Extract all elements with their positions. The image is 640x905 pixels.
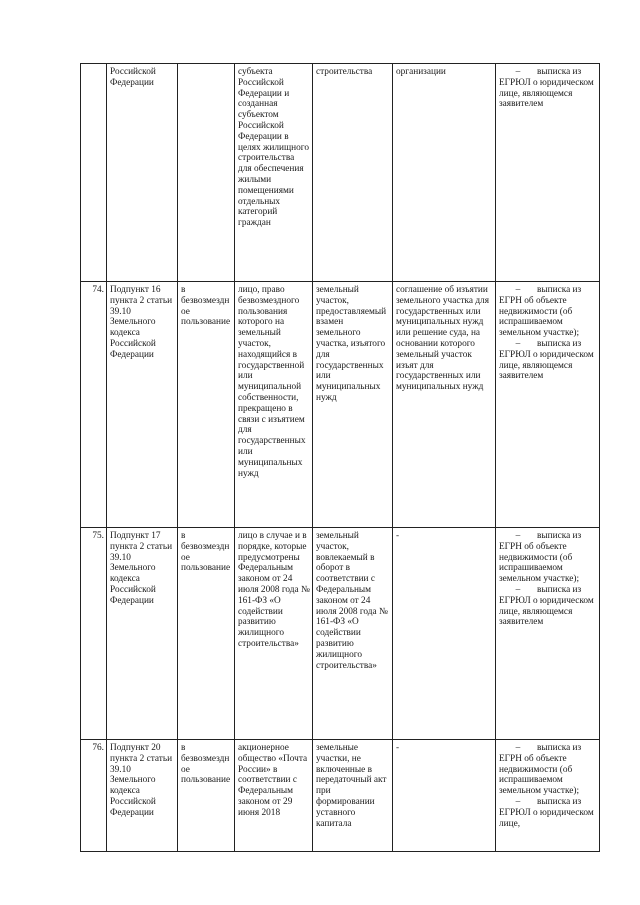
extracts-cell xyxy=(496,64,600,282)
right-type-cell: в безвозмездное пользование xyxy=(178,740,235,852)
row-number: 76. xyxy=(81,740,107,852)
extract-item: – выписка из ЕГРН об объекте недвижимости (об испрашиваемом земельном участке); xyxy=(499,531,582,585)
extracts-cell xyxy=(496,282,600,528)
extract-item: – выписка из ЕГРН об объекте недвижимости (об испрашиваемом земельном участке); xyxy=(499,743,582,797)
right-type-cell xyxy=(178,64,235,282)
extract-item: – выписка из ЕГРН об объекте недвижимости (об испрашиваемом земельном участке); xyxy=(499,285,582,339)
row-number xyxy=(81,64,107,282)
extract-item: – выписка из ЕГРЮЛ о юридическом лице, являющемся заявителем xyxy=(499,338,594,382)
applicant-cell: лицо в случае и в порядке, которые предусмотрены Федеральным законом от 24 июля 2008 года № 161-ФЗ «О содействии развитию жилищного строительства» xyxy=(235,528,313,740)
applicant-cell: лицо, право безвозмездного пользования которого на земельный участок, находящийся в государственной или муниципальной собственности, прекращено в связи с изъятием для государственных или муниципальных нужд xyxy=(235,282,313,528)
required-documents-cell: - xyxy=(393,528,496,740)
legal-basis-cell: Подпункт 20 пункта 2 статьи 39.10 Земельного кодекса Российской Федерации xyxy=(107,740,178,852)
row-number: 75. xyxy=(81,528,107,740)
land-plot-cell: земельный участок, предоставляемый взамен земельного участка, изъятого для государственных или муниципальных нужд xyxy=(313,282,393,528)
required-documents-cell: соглашение об изъятии земельного участка для государственных или муниципальных нужд или решение суда, на основании которого земельный участок изъят для государственных или муниципальных нужд xyxy=(393,282,496,528)
land-plots-table xyxy=(80,63,600,852)
legal-basis-cell: Подпункт 17 пункта 2 статьи 39.10 Земельного кодекса Российской Федерации xyxy=(107,528,178,740)
table-row xyxy=(81,282,600,528)
extract-item: – выписка из ЕГРЮЛ о юридическом лице, являющемся заявителем xyxy=(499,584,594,628)
row-number: 74. xyxy=(81,282,107,528)
land-plot-cell: земельные участки, не включенные в передаточный акт при формировании уставного капитала xyxy=(313,740,393,852)
applicant-cell: субъекта Российской Федерации и созданная субъектом Российской Федерации в целях жилищного строительства для обеспечения жилыми помещениями отдельных категорий граждан xyxy=(235,64,313,282)
extract-item: – выписка из ЕГРЮЛ о юридическом лице, xyxy=(499,796,594,829)
table-row xyxy=(81,528,600,740)
extract-item: – выписка из ЕГРЮЛ о юридическом лице, являющемся заявителем xyxy=(499,67,594,110)
table-row xyxy=(81,740,600,852)
required-documents-cell: организации xyxy=(393,64,496,282)
applicant-cell: акционерное общество «Почта России» в соответствии с Федеральным законом от 29 июня 2018 xyxy=(235,740,313,852)
legal-basis-cell: Российской Федерации xyxy=(107,64,178,282)
table-row xyxy=(81,64,600,282)
land-plot-cell: земельный участок, вовлекаемый в оборот в соответствии с Федеральным законом от 24 июля 2008 года № 161-ФЗ «О содействии развитию жилищного строительства» xyxy=(313,528,393,740)
required-documents-cell: - xyxy=(393,740,496,852)
right-type-cell: в безвозмездное пользование xyxy=(178,528,235,740)
extracts-cell xyxy=(496,528,600,740)
legal-basis-cell: Подпункт 16 пункта 2 статьи 39.10 Земельного кодекса Российской Федерации xyxy=(107,282,178,528)
extracts-cell xyxy=(496,740,600,852)
land-plot-cell: строительства xyxy=(313,64,393,282)
right-type-cell: в безвозмездное пользование xyxy=(178,282,235,528)
